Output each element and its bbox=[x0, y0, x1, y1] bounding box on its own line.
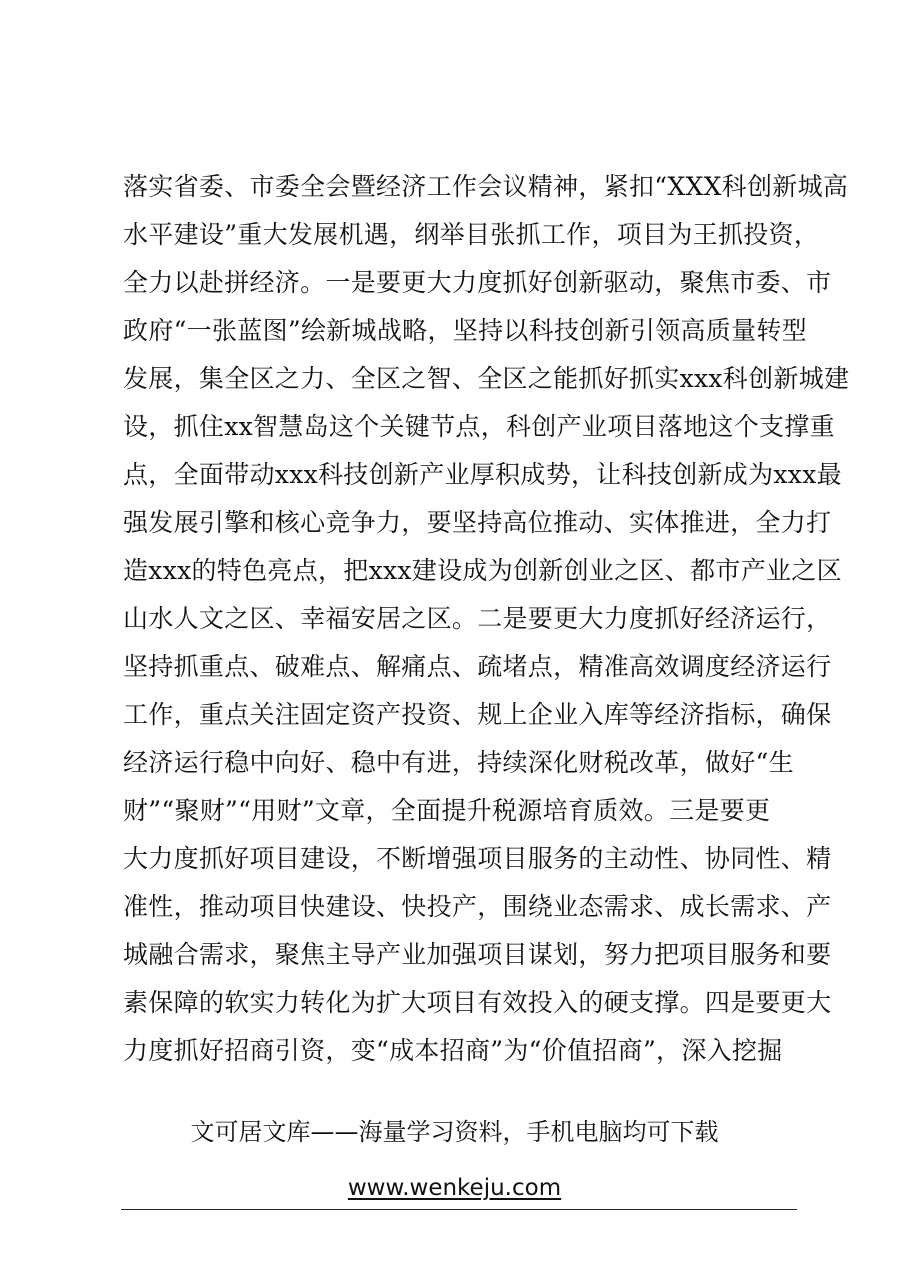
paragraph-line: 全力以赴拼经济。一是要更大力度抓好创新驱动，聚焦市委、市 bbox=[123, 268, 832, 297]
footer-divider bbox=[121, 1209, 797, 1210]
paragraph-line: 大力度抓好项目建设，不断增强项目服务的主动性、协同性、精 bbox=[123, 844, 832, 873]
paragraph-line: 山水人文之区、幸福安居之区。二是要更大力度抓好经济运行， bbox=[123, 604, 832, 633]
paragraph-line: 点，全面带动xxx科技创新产业厚积成势，让科技创新成为xxx最 bbox=[123, 460, 842, 489]
paragraph-line: 发展，集全区之力、全区之智、全区之能抓好抓实xxx科创新城建 bbox=[123, 364, 850, 393]
paragraph-line: 城融合需求，聚焦主导产业加强项目谋划，努力把项目服务和要 bbox=[123, 940, 832, 969]
paragraph-line: 准性，推动项目快建设、快投产，围绕业态需求、成长需求、产 bbox=[123, 892, 832, 921]
paragraph-line: 财”“聚财”“用财”文章，全面提升税源培育质效。三是要更 bbox=[123, 796, 771, 825]
paragraph-line: 素保障的软实力转化为扩大项目有效投入的硬支撑。四是要更大 bbox=[123, 988, 832, 1017]
paragraph-line: 坚持抓重点、破难点、解痛点、疏堵点，精准高效调度经济运行 bbox=[123, 652, 832, 681]
paragraph-line: 工作，重点关注固定资产投资、规上企业入库等经济指标，确保 bbox=[123, 700, 832, 729]
paragraph-line: 政府“一张蓝图”绘新城战略，坚持以科技创新引领高质量转型 bbox=[123, 316, 807, 345]
paragraph-line: 强发展引擎和核心竞争力，要坚持高位推动、实体推进，全力打 bbox=[123, 508, 832, 537]
paragraph-line: 造xxx的特色亮点，把xxx建设成为创新创业之区、都市产业之区 bbox=[123, 556, 842, 585]
paragraph-line: 经济运行稳中向好、稳中有进，持续深化财税改革，做好“生 bbox=[123, 748, 794, 777]
paragraph-line: 设，抓住xx智慧岛这个关键节点，科创产业项目落地这个支撑重 bbox=[123, 412, 835, 441]
paragraph-line: 力度抓好招商引资，变“成本招商”为“价值招商”，深入挖掘 bbox=[123, 1036, 783, 1065]
paragraph-line: 落实省委、市委全会暨经济工作会议精神，紧扣“XXX科创新城高 bbox=[123, 172, 849, 201]
paragraph-line: 水平建设”重大发展机遇，纲举目张抓工作，项目为王抓投资， bbox=[123, 220, 820, 249]
body-paragraph bbox=[123, 163, 850, 1075]
footer-link[interactable]: www.wenkeju.com bbox=[347, 1175, 562, 1201]
footer-title: 文可居文库——海量学习资料，手机电脑均可下载 bbox=[190, 1118, 719, 1146]
